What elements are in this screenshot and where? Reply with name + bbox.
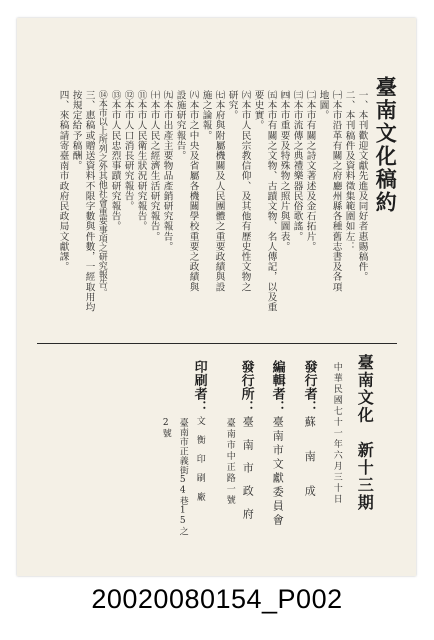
notice-line: ⑫本市人口消長研究報告。 [122,90,134,212]
notice-line: 按規定給予稿酬。 [70,90,82,171]
notice-line: 一、本刊歡迎文獻先進及同好者惠賜稿件。 [356,90,368,282]
notice-line: 設施研究報告。 [174,90,186,161]
notice-line: ㈧本市之中央及省屬各機關學校重要之政績與 [187,90,199,292]
notice-line: 施之論報。 [200,90,212,141]
notice-line: 二、本刊稿件及資料徵集範圍如左： [343,90,355,252]
notice-line: ⑪本市人民衛生狀況研究報告。 [135,90,147,232]
printer-address-cont: 2號 [160,418,171,438]
editor-value: 臺南市文獻委員會 [271,416,285,528]
printer-address: 臺南市正義街54巷15之 [177,418,188,536]
notice-line: ⑭本市以上所列之外其他社會重要事項之研究報告。 [96,90,107,297]
printer-label: 印刷者： [191,360,207,414]
printer-value: 文 衡 印 刷 廠 [194,416,205,502]
notice-line: 地圖。 [317,90,329,121]
document-page [17,18,416,576]
notice-line: ㈨本市出產主要物品產銷研究報告。 [161,90,173,252]
notice-line: ㈦本府與附屬機關及人民團體之重要政績與設 [213,90,225,292]
section-divider [37,343,397,344]
issuer-address: 臺南市中正路一號 [224,418,235,506]
notice-line: ㈡本市有關之詩文著述及金石拓片。 [304,90,316,252]
notice-line: ㈥本市人民宗教信仰、及其他有歷史性文物之 [239,90,251,292]
notice-line: 研究。 [226,90,238,121]
notice-line: ㈩本市人民之經濟生活研究報告。 [148,90,160,242]
notice-line: ⑬本市人民忠烈事蹟研究報告。 [109,90,121,232]
publisher-label: 發行者： [301,360,317,414]
issuer-label: 發行所： [238,360,254,414]
notice-line: ㈠本市沿革有關之府廳州縣各種舊志書及各項 [330,90,342,292]
issuer-value: 臺 南 市 政 府 [241,416,255,520]
notice-line: ㈤本市有關之文物、古蹟文物、名人傳記，以及重 [265,90,277,313]
notice-line: ㈣本市重要及特殊物之照片與圖表。 [278,90,290,252]
archive-caption: 20020080154_P002 [91,584,343,614]
notice-line: 要史實。 [252,90,264,131]
publisher-value: 蘇 南 成 [303,416,317,497]
editor-label: 編輯者： [269,360,285,414]
notice-line: 四、來稿請寄臺南市政府民政局文獻課。 [57,90,69,272]
publication-date: 中華民國七十一年六月三十日 [331,362,342,505]
colophon-title: 臺南文化 新十三期 [355,354,375,512]
notice-line: ㈢本市流傳之典禮樂器民俗歌謠。 [291,90,303,242]
notice-title: 臺南文化稿約 [373,76,399,214]
notice-line: 三、惠稿或贈送資料不限字數與件數，一經取用均 [83,90,95,313]
